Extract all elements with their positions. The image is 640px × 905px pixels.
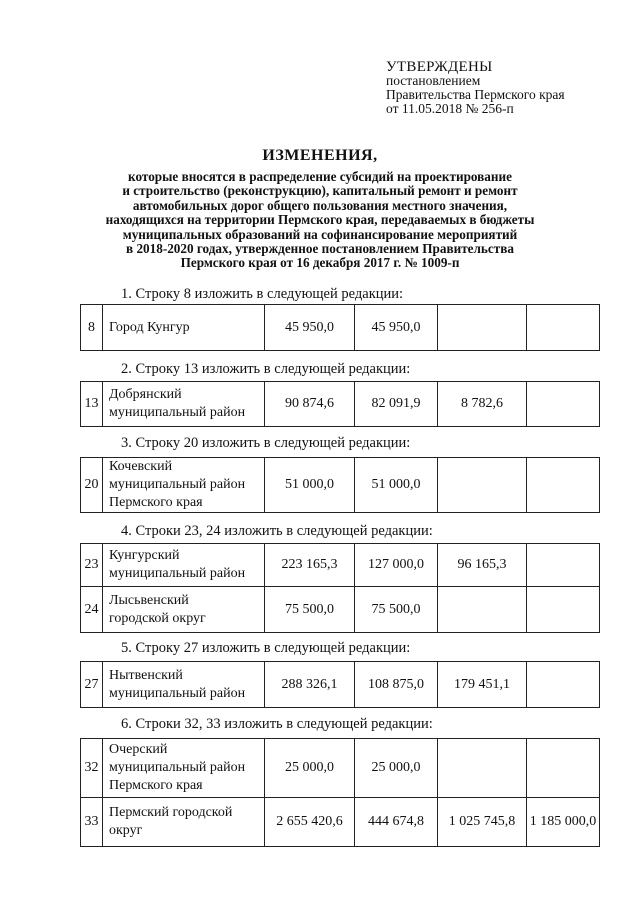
amendment-table: [80, 304, 600, 351]
municipality-name-line: городской округ: [109, 610, 206, 626]
subtitle-line: Пермского края от 16 декабря 2017 г. № 1009-п: [180, 255, 460, 271]
row-number: 20: [81, 458, 103, 513]
amendment-table: [80, 543, 600, 633]
municipality-name-line: Лысьвенский: [109, 592, 189, 608]
amount-cell-4: [527, 739, 600, 798]
municipality-name-line: муниципальный район: [109, 760, 246, 775]
amount-cell-4: [527, 662, 600, 708]
amount-cell-2: 82 091,9: [355, 382, 438, 427]
municipality-name-line: муниципальный район: [109, 566, 246, 581]
municipality-name-line: Пермского края: [109, 778, 203, 793]
municipality-name-line: муниципальный район: [109, 405, 246, 420]
amount-cell-2: 45 950,0: [355, 305, 438, 351]
subtitle-line: муниципальных образований на софинансирование мероприятий: [122, 226, 518, 242]
subtitle-line: автомобильных дорог общего пользования местного значения,: [132, 197, 508, 213]
municipality-name-line: Кунгурский: [109, 548, 180, 563]
row-number: 8: [81, 305, 103, 351]
municipality-name-line: Пермский городской: [109, 805, 233, 820]
amount-cell-1: 75 500,0: [265, 587, 355, 633]
row-number: 24: [81, 587, 103, 633]
municipality-name-line: Очерский: [109, 742, 168, 757]
amount-cell-3: [438, 305, 527, 351]
municipality-name: [103, 662, 265, 708]
table-row: [81, 544, 600, 587]
municipality-name: [103, 739, 265, 798]
municipality-name: [103, 544, 265, 587]
subtitle-line: которые вносятся в распределение субсидий на проектирование: [128, 169, 512, 184]
row-number: 32: [81, 739, 103, 798]
amount-cell-3: [438, 739, 527, 798]
table-row: [81, 458, 600, 513]
table-row: [81, 798, 600, 847]
municipality-name: [103, 305, 265, 351]
amount-cell-4: [527, 458, 600, 513]
row-number: 13: [81, 382, 103, 427]
amount-cell-1: 223 165,3: [265, 544, 355, 587]
amount-cell-2: 108 875,0: [355, 662, 438, 708]
municipality-name-line: муниципальный район: [109, 477, 246, 492]
subtitle-line: и строительство (реконструкцию), капитальный ремонт и ремонт: [122, 183, 518, 199]
subtitle-line: находящихся на территории Пермского края, передаваемых в бюджеты: [105, 212, 535, 228]
row-number: 23: [81, 544, 103, 587]
section-instruction: 3. Строку 20 изложить в следующей редакции:: [121, 435, 411, 451]
row-number: 27: [81, 662, 103, 708]
section-instruction: 5. Строку 27 изложить в следующей редакции:: [121, 640, 411, 656]
amount-cell-3: 179 451,1: [438, 662, 527, 708]
approval-line: Правительства Пермского края: [386, 87, 565, 102]
section-instruction: 1. Строку 8 изложить в следующей редакции:: [121, 286, 404, 302]
table-row: [81, 305, 600, 351]
section-instruction: 6. Строки 32, 33 изложить в следующей редакции:: [121, 716, 433, 732]
amount-cell-2: 25 000,0: [355, 739, 438, 798]
approval-heading: УТВЕРЖДЕНЫ: [386, 59, 493, 75]
municipality-name-line: муниципальный район: [109, 685, 246, 701]
municipality-name: [103, 382, 265, 427]
amount-cell-1: 90 874,6: [265, 382, 355, 427]
amount-cell-4: [527, 587, 600, 633]
approval-line: постановлением: [386, 73, 481, 88]
amount-cell-1: 25 000,0: [265, 739, 355, 798]
document-title: ИЗМЕНЕНИЯ,: [262, 147, 378, 164]
municipality-name: [103, 587, 265, 633]
municipality-name-line: Город Кунгур: [109, 319, 190, 335]
amount-cell-3: [438, 587, 527, 633]
amount-cell-3: 96 165,3: [438, 544, 527, 587]
amount-cell-1: 45 950,0: [265, 305, 355, 351]
amount-cell-3: [438, 458, 527, 513]
municipality-name: [103, 798, 265, 847]
municipality-name-line: округ: [109, 823, 143, 838]
approval-date: от 11.05.2018 № 256-п: [386, 101, 514, 116]
municipality-name-line: Кочевский: [109, 459, 173, 474]
table-row: [81, 739, 600, 798]
amount-cell-3: 8 782,6: [438, 382, 527, 427]
amendment-table: [80, 661, 600, 708]
amendment-table: [80, 457, 600, 513]
document-subtitle: [100, 170, 540, 271]
municipality-name-line: Нытвенский: [109, 667, 183, 683]
amount-cell-1: 2 655 420,6: [265, 798, 355, 847]
amount-cell-1: 288 326,1: [265, 662, 355, 708]
section-instruction: 4. Строки 23, 24 изложить в следующей редакции:: [121, 523, 433, 539]
amount-cell-2: 51 000,0: [355, 458, 438, 513]
amount-cell-4: [527, 382, 600, 427]
municipality-name: [103, 458, 265, 513]
approval-stamp: [386, 60, 565, 116]
amount-cell-4: [527, 305, 600, 351]
amount-cell-3: 1 025 745,8: [438, 798, 527, 847]
table-row: [81, 662, 600, 708]
amendment-table: [80, 381, 600, 427]
amendment-table: [80, 738, 600, 847]
amount-cell-4: 1 185 000,0: [527, 798, 600, 847]
municipality-name-line: Пермского края: [109, 495, 203, 510]
table-row: [81, 587, 600, 633]
row-number: 33: [81, 798, 103, 847]
amount-cell-2: 75 500,0: [355, 587, 438, 633]
table-row: [81, 382, 600, 427]
municipality-name-line: Добрянский: [109, 387, 182, 402]
amount-cell-1: 51 000,0: [265, 458, 355, 513]
amount-cell-2: 444 674,8: [355, 798, 438, 847]
section-instruction: 2. Строку 13 изложить в следующей редакции:: [121, 361, 411, 377]
amount-cell-2: 127 000,0: [355, 544, 438, 587]
subtitle-line: в 2018-2020 годах, утвержденное постановлением Правительства: [126, 241, 514, 257]
amount-cell-4: [527, 544, 600, 587]
